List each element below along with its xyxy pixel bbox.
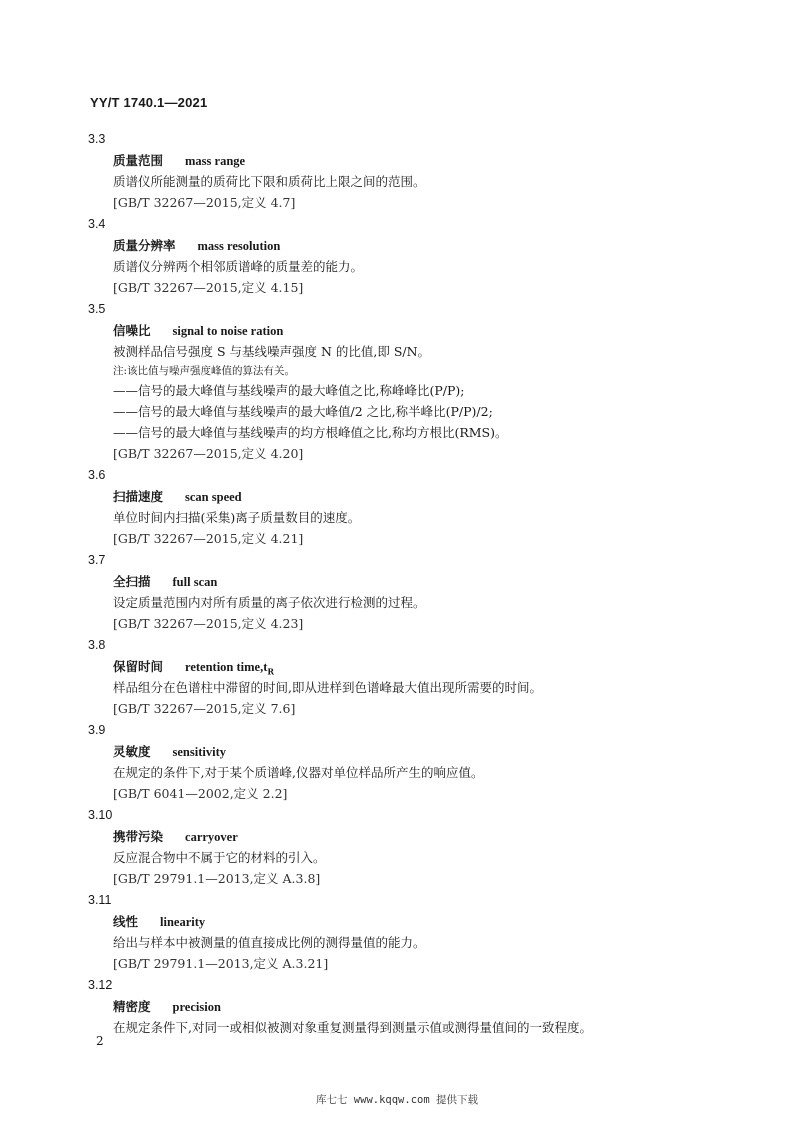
definition-entry — [88, 719, 748, 804]
definition-entry — [88, 213, 748, 298]
definition-entry — [88, 464, 748, 549]
term-heading — [88, 571, 748, 592]
term-english: mass range — [185, 154, 246, 168]
term-heading — [88, 826, 748, 847]
definition-text: 单位时间内扫描(采集)离子质量数目的速度。 — [113, 510, 361, 525]
term-chinese: 灵敏度 — [113, 744, 151, 759]
definition-entry — [88, 298, 748, 464]
term-english: full scan — [172, 575, 218, 589]
clause-number: 3.6 — [88, 468, 106, 482]
term-english: scan speed — [185, 490, 242, 504]
definition-text: 在规定条件下,对同一或相似被测对象重复测量得到测量示值或测得量值间的一致程度。 — [113, 1020, 592, 1035]
term-english: carryover — [185, 830, 238, 844]
term-heading — [88, 656, 748, 677]
source-reference: [GB/T 32267—2015,定义 4.15] — [113, 280, 304, 295]
definition-entry — [88, 549, 748, 634]
dash-list-item: ——信号的最大峰值与基线噪声的最大峰值/2 之比,称半峰比(P/P)/2; — [113, 404, 493, 419]
source-reference: [GB/T 32267—2015,定义 4.7] — [113, 195, 296, 210]
source-reference: [GB/T 32267—2015,定义 7.6] — [113, 701, 296, 716]
term-english: sensitivity — [172, 745, 226, 759]
term-english: precision — [172, 1000, 221, 1014]
term-chinese: 质量范围 — [113, 153, 164, 168]
definition-text: 质谱仪分辨两个相邻质谱峰的质量差的能力。 — [113, 259, 364, 274]
term-chinese: 保留时间 — [113, 659, 164, 674]
source-reference: [GB/T 29791.1—2013,定义 A.3.21] — [113, 956, 329, 971]
definition-text: 被测样品信号强度 S 与基线噪声强度 N 的比值,即 S/N。 — [113, 344, 431, 359]
term-heading — [88, 235, 748, 256]
term-heading — [88, 320, 748, 341]
clause-number: 3.11 — [88, 893, 112, 907]
clause-number: 3.7 — [88, 553, 106, 567]
dash-list-item: ——信号的最大峰值与基线噪声的最大峰值之比,称峰峰比(P/P); — [113, 383, 465, 398]
page-number: 2 — [96, 1034, 104, 1048]
clause-number: 3.3 — [88, 132, 106, 146]
term-english: signal to noise ration — [172, 324, 284, 338]
term-heading — [88, 911, 748, 932]
footer-download-note: 库七七 www.kqqw.com 提供下载 — [315, 1094, 478, 1106]
definition-text: 在规定的条件下,对于某个质谱峰,仪器对单位样品所产生的响应值。 — [113, 765, 484, 780]
term-english: mass resolution — [197, 239, 281, 253]
definition-text: 设定质量范围内对所有质量的离子依次进行检测的过程。 — [113, 595, 426, 610]
source-reference: [GB/T 6041—2002,定义 2.2] — [113, 786, 288, 801]
term-heading — [88, 996, 748, 1017]
clause-number: 3.5 — [88, 302, 106, 316]
definitions-body — [88, 128, 748, 1038]
definition-entry — [88, 974, 748, 1038]
term-heading — [88, 741, 748, 762]
definition-entry — [88, 128, 748, 213]
term-heading — [88, 150, 748, 171]
clause-number: 3.12 — [88, 978, 113, 992]
source-reference: [GB/T 32267—2015,定义 4.21] — [113, 531, 304, 546]
term-chinese: 线性 — [113, 914, 139, 929]
dash-list-item: ——信号的最大峰值与基线噪声的均方根峰值之比,称均方根比(RMS)。 — [113, 425, 508, 440]
definition-entry — [88, 889, 748, 974]
term-heading — [88, 486, 748, 507]
note-text: 注:该比值与噪声强度峰值的算法有关。 — [113, 365, 296, 377]
term-chinese: 精密度 — [113, 999, 151, 1014]
source-reference: [GB/T 32267—2015,定义 4.23] — [113, 616, 304, 631]
term-chinese: 质量分辨率 — [113, 238, 176, 253]
definition-entry — [88, 804, 748, 889]
source-reference: [GB/T 32267—2015,定义 4.20] — [113, 446, 304, 461]
clause-number: 3.10 — [88, 808, 113, 822]
term-subscript: R — [267, 666, 275, 677]
definition-entry — [88, 634, 748, 719]
source-reference: [GB/T 29791.1—2013,定义 A.3.8] — [113, 871, 321, 886]
term-chinese: 信噪比 — [113, 323, 151, 338]
clause-number: 3.9 — [88, 723, 106, 737]
clause-number: 3.8 — [88, 638, 106, 652]
term-english: retention time,t — [185, 660, 268, 674]
term-chinese: 全扫描 — [113, 574, 151, 589]
term-chinese: 扫描速度 — [113, 489, 164, 504]
term-chinese: 携带污染 — [113, 829, 164, 844]
definition-text: 样品组分在色谱柱中滞留的时间,即从进样到色谱峰最大值出现所需要的时间。 — [113, 680, 542, 695]
term-english: linearity — [160, 915, 206, 929]
clause-number: 3.4 — [88, 217, 106, 231]
definition-text: 给出与样本中被测量的值直接成比例的测得量值的能力。 — [113, 935, 426, 950]
document-id-header: YY/T 1740.1—2021 — [90, 95, 208, 110]
definition-text: 反应混合物中不属于它的材料的引入。 — [113, 850, 326, 865]
definition-text: 质谱仪所能测量的质荷比下限和质荷比上限之间的范围。 — [113, 174, 426, 189]
